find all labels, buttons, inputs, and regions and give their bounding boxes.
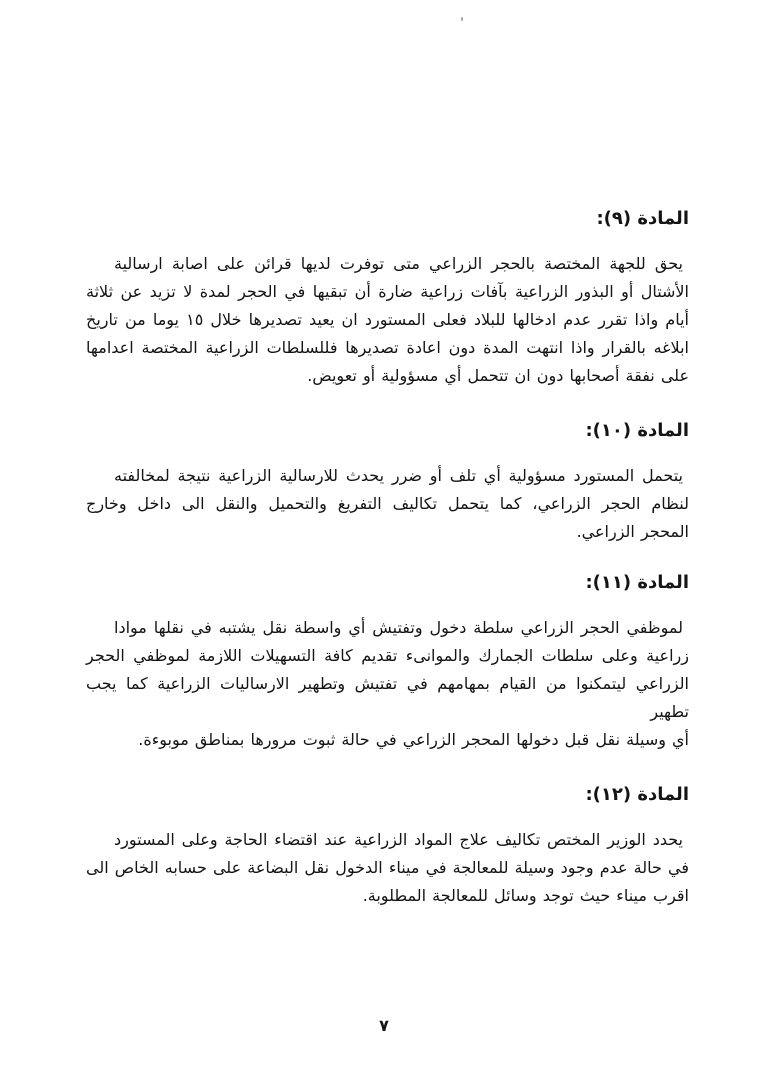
- article-10-heading: المادة (١٠):: [585, 420, 689, 441]
- article-12-body: [86, 826, 689, 910]
- article-line: اقرب ميناء حيث توجد وسائل للمعالجة المطلوبة.: [362, 886, 689, 905]
- article-line: يتحمل المستورد مسؤولية أي تلف أو ضرر يحدث للارسالية الزراعية نتيجة لمخالفته: [114, 466, 683, 485]
- article-line: لموظفي الحجر الزراعي سلطة دخول وتفتيش أي واسطة نقل يشتبه في نقلها موادا: [114, 618, 683, 637]
- article-11-heading: المادة (١١):: [585, 572, 689, 593]
- article-line: على نفقة أصحابها دون ان تتحمل أي مسؤولية أو تعويض.: [307, 366, 689, 385]
- article-line: ابلاغه بالقرار واذا انتهت المدة دون اعادة تصديرها فللسلطات الزراعية المختصة اعدامها: [86, 338, 689, 357]
- article-line: زراعية وعلى سلطات الجمارك والموانىء تقديم كافة التسهيلات اللازمة لموظفي الحجر: [86, 646, 689, 665]
- article-9-section: [86, 203, 689, 390]
- article-line: المحجر الزراعي.: [576, 522, 689, 541]
- article-line: لنظام الحجر الزراعي، كما يتحمل تكاليف التفريغ والتحميل والنقل الى داخل وخارج: [86, 494, 689, 513]
- article-line: أيام واذا تقرر عدم ادخالها للبلاد فعلى المستورد ان يعيد تصديرها خلال ١٥ يوما من تاريخ: [86, 310, 689, 329]
- article-line: الزراعي ليتمكنوا من القيام بمهامهم في تفتيش وتطهير الارساليات الزراعية كما يجب تطهير: [86, 674, 689, 721]
- article-12-section: [86, 779, 689, 910]
- article-11-body: [86, 614, 689, 754]
- article-10-section: [86, 415, 689, 546]
- article-line: يحدد الوزير المختص تكاليف علاج المواد الزراعية عند اقتضاء الحاجة وعلى المستورد: [114, 830, 683, 849]
- article-line: في حالة عدم وجود وسيلة للمعالجة في ميناء الدخول نقل البضاعة على حسابه الخاص الى: [86, 858, 689, 877]
- page-number: ٧: [379, 1016, 389, 1035]
- article-9-heading: المادة (٩):: [596, 208, 689, 229]
- article-line: أي وسيلة نقل قبل دخولها المحجر الزراعي في حالة ثبوت مرورها بمناطق موبوءة.: [138, 730, 689, 749]
- article-12-heading: المادة (١٢):: [585, 784, 689, 805]
- article-11-section: [86, 567, 689, 754]
- article-line: يحق للجهة المختصة بالحجر الزراعي متى توفرت لديها قرائن على اصابة ارسالية: [114, 254, 683, 273]
- article-10-body: [86, 462, 689, 546]
- article-line: الأشتال أو البذور الزراعية بآفات زراعية ضارة أن تبقيها في الحجر لمدة لا تزيد عن ثلاثة: [86, 282, 689, 301]
- scan-speck-dot: [461, 17, 463, 21]
- article-9-body: [86, 250, 689, 390]
